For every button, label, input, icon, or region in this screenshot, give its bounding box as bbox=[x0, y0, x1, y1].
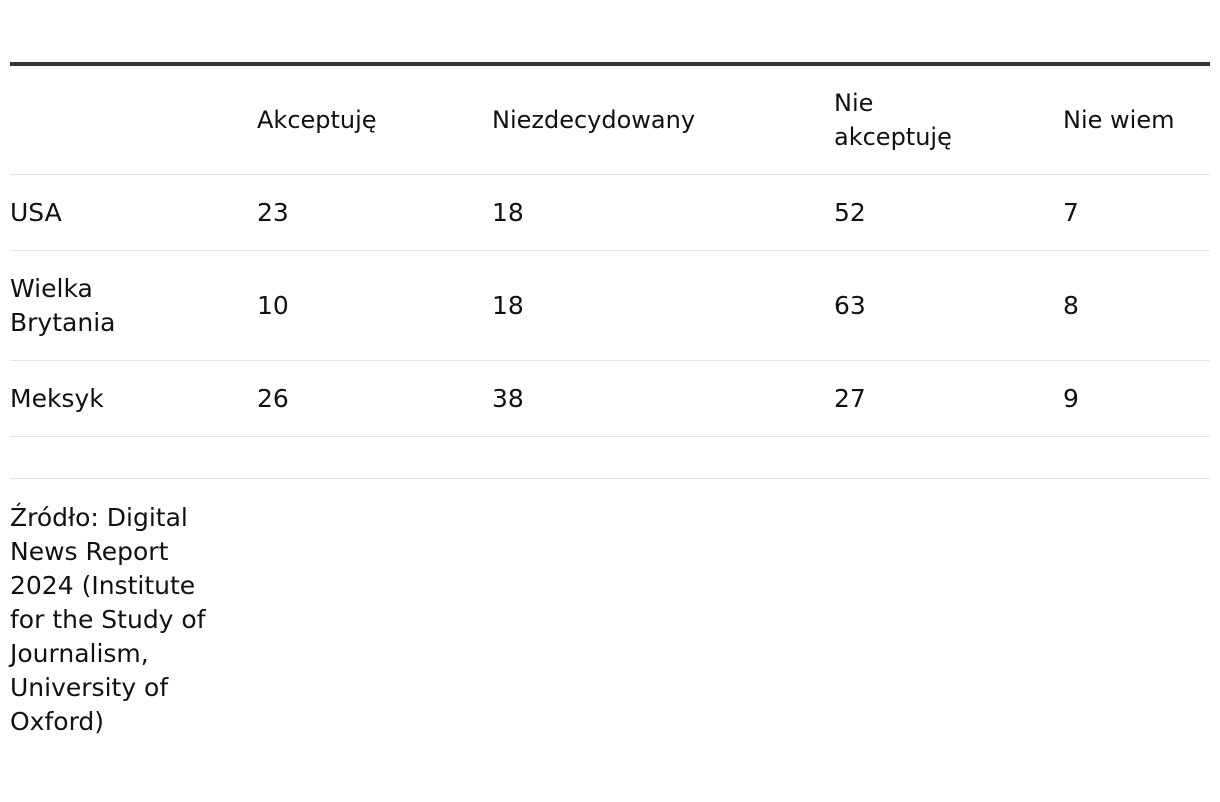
row-label-text: Wielka Brytania bbox=[10, 273, 116, 337]
cell-uk-niezdecydowany: 18 bbox=[492, 251, 834, 361]
cell-meksyk-niezdecydowany: 38 bbox=[492, 361, 834, 437]
header-label-nie-akceptuje: Nie akceptuję bbox=[834, 89, 952, 151]
table-row-wielka-brytania bbox=[10, 251, 1210, 361]
row-label-text: USA bbox=[10, 197, 62, 227]
table-row-usa bbox=[10, 175, 1210, 251]
data-table bbox=[10, 66, 1210, 479]
cell-usa-nie-wiem: 7 bbox=[1063, 175, 1210, 251]
row-label-usa bbox=[10, 175, 257, 251]
table-row-meksyk bbox=[10, 361, 1210, 437]
cell-usa-akceptuje: 23 bbox=[257, 175, 492, 251]
header-cell-niezdecydowany: Niezdecydowany bbox=[492, 66, 834, 175]
row-label-meksyk bbox=[10, 361, 257, 437]
cell-uk-nie-akceptuje: 63 bbox=[834, 251, 1063, 361]
header-cell-akceptuje: Akceptuję bbox=[257, 66, 492, 175]
cell-meksyk-nie-wiem: 9 bbox=[1063, 361, 1210, 437]
header-cell-nie-akceptuje bbox=[834, 66, 1063, 175]
cell-meksyk-nie-akceptuje: 27 bbox=[834, 361, 1063, 437]
row-label-text: Meksyk bbox=[10, 383, 104, 413]
cell-uk-akceptuje: 10 bbox=[257, 251, 492, 361]
header-row bbox=[10, 66, 1210, 175]
table-spacer-row bbox=[10, 437, 1210, 479]
header-cell-corner bbox=[10, 66, 257, 175]
header-cell-nie-wiem: Nie wiem bbox=[1063, 66, 1210, 175]
row-label-wielka-brytania bbox=[10, 251, 257, 361]
source-note: Źródło: Digital News Report 2024 (Institute for the Study of Journalism, University of Oxford) bbox=[10, 503, 206, 736]
table-spacer-cell bbox=[10, 437, 1210, 479]
cell-usa-nie-akceptuje: 52 bbox=[834, 175, 1063, 251]
cell-uk-nie-wiem: 8 bbox=[1063, 251, 1210, 361]
data-table-container bbox=[10, 62, 1210, 479]
cell-meksyk-akceptuje: 26 bbox=[257, 361, 492, 437]
cell-usa-niezdecydowany: 18 bbox=[492, 175, 834, 251]
